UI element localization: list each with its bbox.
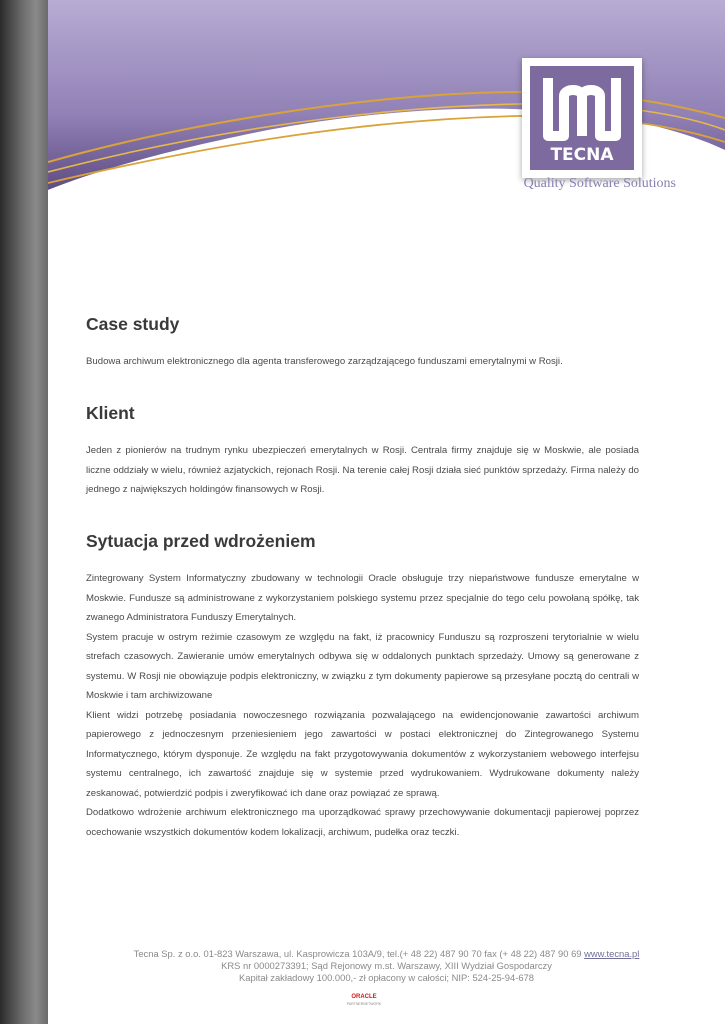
svg-text:TECNA: TECNA	[550, 145, 614, 165]
situation-paragraph: Dodatkowo wdrożenie archiwum elektronicznego ma uporządkować sprawy przechowywanie dokumentacji papierowej poprzez ocechowanie wszystkich dokumentów kodem lokalizacji, archiwum, pudełka oraz teczki.	[86, 807, 639, 838]
oracle-logo-subtext: PARTNERNETWORK	[346, 1002, 382, 1006]
footer-address-line	[48, 948, 725, 960]
situation-paragraph: Klient widzi potrzebę posiadania nowoczesnego rozwiązania pozwalającego na ewidencjonowanie zawartości archiwum papierowego z jednoczesnym przeniesieniem jego zawartości w postaci elektronicznej do Zintegrowanego Systemu Informatycznego, którym dysponuje. Ze względu na fakt przygotowywania dokumentów z wykorzystaniem webowego interfejsu systemu centralnego, ich zawartość znajduje się w systemie przed wydrukowaniem. Wydrukowane dokumenty należy zeskanować, potwierdzić podpis i zweryfikować ich dane oraz powiązać ze sprawą.	[86, 709, 639, 799]
situation-paragraph: Zintegrowany System Informatyczny zbudowany w technologii Oracle obsługuje trzy niepaństwowe fundusze emerytalne w Moskwie. Fundusze są administrowane z wykorzystaniem polskiego systemu przez specjalnie do tego celu powołaną spółkę, tak zwanego Administratora Funduszy Emerytalnych.	[86, 573, 639, 623]
website-link[interactable]: www.tecna.pl	[584, 948, 640, 959]
case-study-heading: Case study	[86, 314, 180, 334]
footer-krs-line: KRS nr 0000273391; Sąd Rejonowy m.st. Warszawy, XIII Wydział Gospodarczy	[221, 960, 552, 971]
oracle-partner-logo	[336, 994, 392, 1008]
case-study-text: Budowa archiwum elektronicznego dla agenta transferowego zarządzającego funduszami emerytalnymi w Rosji.	[86, 356, 563, 367]
footer-capital-line: Kapitał zakładowy 100.000,- zł opłacony w całości; NIP: 524-25-94-678	[239, 972, 534, 983]
situation-heading: Sytuacja przed wdrożeniem	[86, 531, 316, 551]
left-gray-sidebar	[0, 0, 48, 1024]
client-text: Jeden z pionierów na trudnym rynku ubezpieczeń emerytalnych w Rosji. Centrala firmy znajduje się w Moskwie, ale posiada liczne oddziały w wielu, również azjatyckich, rejonach Rosji. Na terenie całej Rosji działa sieć punktów sprzedaży. Firma należy do jednego z największych holdingów finansowych w Rosji.	[86, 445, 639, 495]
tagline: Quality Software Solutions	[523, 176, 676, 191]
tecna-logo	[522, 58, 642, 178]
footer	[48, 948, 725, 984]
oracle-logo-text: ORACLE	[351, 994, 377, 1000]
situation-paragraph: System pracuje w ostrym reżimie czasowym ze względu na fakt, iż pracownicy Funduszu są rozproszeni terytorialnie w wielu strefach czasowych. Zawieranie umów emerytalnych odbywa się w oddalonych punktach sprzedaży. Umowy są generowane z systemu. W Rosji nie obowiązuje podpis elektroniczny, w związku z tym dokumenty papierowe są przesyłane pocztą do centrali w Moskwie i tam archiwizowane	[86, 631, 639, 701]
footer-address-text: Tecna Sp. z o.o. 01-823 Warszawa, ul. Kasprowicza 103A/9, tel.(+ 48 22) 487 90 70 fax (+ 48 22) 487 90 69	[133, 948, 585, 959]
client-heading: Klient	[86, 403, 135, 423]
situation-text	[86, 569, 639, 842]
